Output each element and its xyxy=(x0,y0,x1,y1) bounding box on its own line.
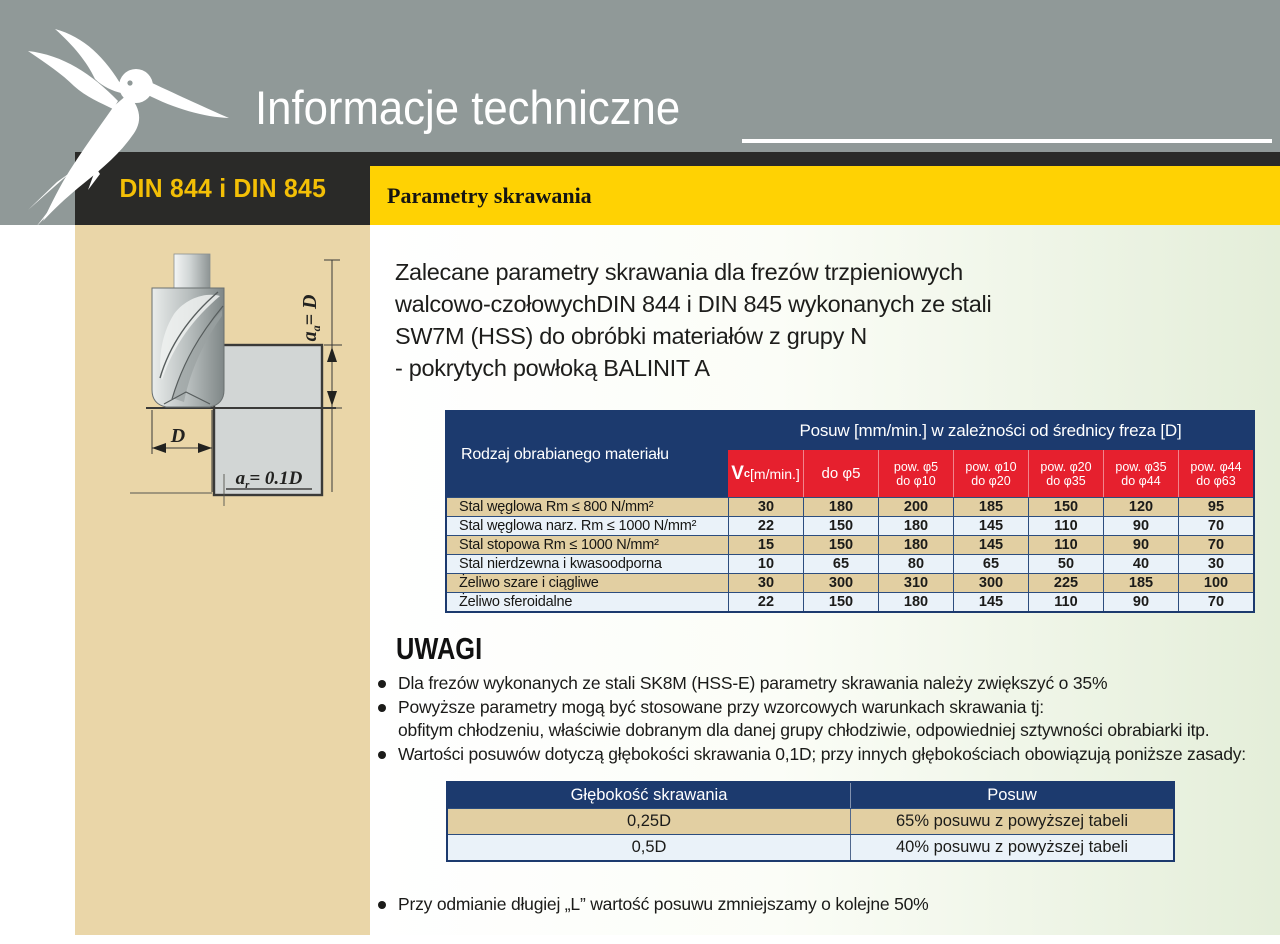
vc-column-header: V c [m/min.] xyxy=(728,450,803,497)
diameter-column-header: pow. φ20 do φ35 xyxy=(1028,450,1103,497)
bullet-icon xyxy=(378,680,386,688)
table-row: Stal węglowa narz. Rm ≤ 1000 N/mm² 22 150 180 145 110 90 70 xyxy=(447,516,1253,535)
table-row: 0,5D 40% posuwu z powyższej tabeli xyxy=(448,834,1173,860)
header-black-strip xyxy=(370,152,1280,166)
list-item-continuation: obfitym chłodzeniu, właściwie dobranym dla danej grupy chłodziwie, odpowiedniej sztywności obrabiarki itp. xyxy=(398,720,1210,740)
axial-dimension-lines xyxy=(324,260,342,492)
table-row: Stal węglowa Rm ≤ 800 N/mm² 30 180 200 185 150 120 95 xyxy=(447,497,1253,516)
axial-depth-label: aa= D xyxy=(299,294,323,342)
end-mill-cutting-diagram xyxy=(128,252,363,517)
table-header xyxy=(447,412,1253,497)
section-title: Parametry skrawania xyxy=(387,182,592,208)
intro-paragraph xyxy=(395,256,1005,384)
end-mill-cutter xyxy=(152,254,224,407)
intro-line: Zalecane parametry skrawania dla frezów trzpieniowych xyxy=(395,259,963,285)
feed-column-header: Posuw xyxy=(850,783,1173,808)
section-yellow-bar xyxy=(370,166,1280,225)
intro-line: SW7M (HSS) do obróbki materiałów z grupy N xyxy=(395,323,867,349)
bullet-icon xyxy=(378,901,386,909)
depth-column-header: Głębokość skrawania xyxy=(570,786,728,804)
diameter-column-header: pow. φ35 do φ44 xyxy=(1103,450,1178,497)
bullet-icon xyxy=(378,751,386,759)
din-standard-label: DIN 844 i DIN 845 xyxy=(119,173,326,203)
table-row: 0,25D 65% posuwu z powyższej tabeli xyxy=(448,808,1173,834)
diameter-column-header: pow. φ10 do φ20 xyxy=(953,450,1028,497)
list-item: Przy odmianie długiej „L” wartość posuwu zmniejszamy o kolejne 50% xyxy=(378,893,1078,917)
depth-feed-table xyxy=(446,781,1175,862)
material-column-header: Rodzaj obrabianego materiału xyxy=(447,412,728,497)
diameter-subheaders xyxy=(728,450,1253,497)
bullet-icon xyxy=(378,704,386,712)
diameter-label: D xyxy=(170,425,186,447)
table-row: Stal nierdzewna i kwasoodporna 10 65 80 65 50 40 30 xyxy=(447,554,1253,573)
arrow-up-icon xyxy=(327,347,337,362)
diameter-column-header: do φ5 xyxy=(803,450,878,497)
title-underline xyxy=(742,139,1272,143)
cutting-parameters-table xyxy=(445,410,1255,613)
feed-span-header: Posuw [mm/min.] w zależności od średnicy freza [D] xyxy=(799,421,1182,440)
intro-line: - pokrytych powłoką BALINIT A xyxy=(395,355,710,381)
table-row: Żeliwo sferoidalne 22 150 180 145 110 90 70 xyxy=(447,592,1253,611)
page-title: Informacje techniczne xyxy=(255,81,681,134)
bird-eye xyxy=(127,80,132,85)
list-item: Wartości posuwów dotyczą głębokości skrawania 0,1D; przy innych głębokościach obowiązują poniższe zasady: xyxy=(378,743,1278,767)
notes-heading: UWAGI xyxy=(396,631,483,666)
list-item: Powyższe parametry mogą być stosowane przy wzorcowych warunkach skrawania tj: xyxy=(378,696,1278,720)
diameter-column-header: pow. φ5 do φ10 xyxy=(878,450,953,497)
intro-line: walcowo-czołowychDIN 844 i DIN 845 wykonanych ze stali xyxy=(395,291,992,317)
radial-depth-label: ar= 0.1D xyxy=(235,468,303,491)
arrow-down-icon xyxy=(327,391,337,406)
notes-list xyxy=(378,672,1278,766)
hummingbird-logo-icon xyxy=(0,22,230,237)
table-header xyxy=(448,783,1173,808)
arrow-left-icon xyxy=(152,443,166,453)
list-item: Dla frezów wykonanych ze stali SK8M (HSS-E) parametry skrawania należy zwiększyć o 35% xyxy=(378,672,1278,696)
arrow-right-icon xyxy=(198,443,212,453)
table-row: Stal stopowa Rm ≤ 1000 N/mm² 15 150 180 145 110 90 70 xyxy=(447,535,1253,554)
diameter-column-header: pow. φ44 do φ63 xyxy=(1178,450,1253,497)
table-row: Żeliwo szare i ciągliwe 30 300 310 300 225 185 100 xyxy=(447,573,1253,592)
